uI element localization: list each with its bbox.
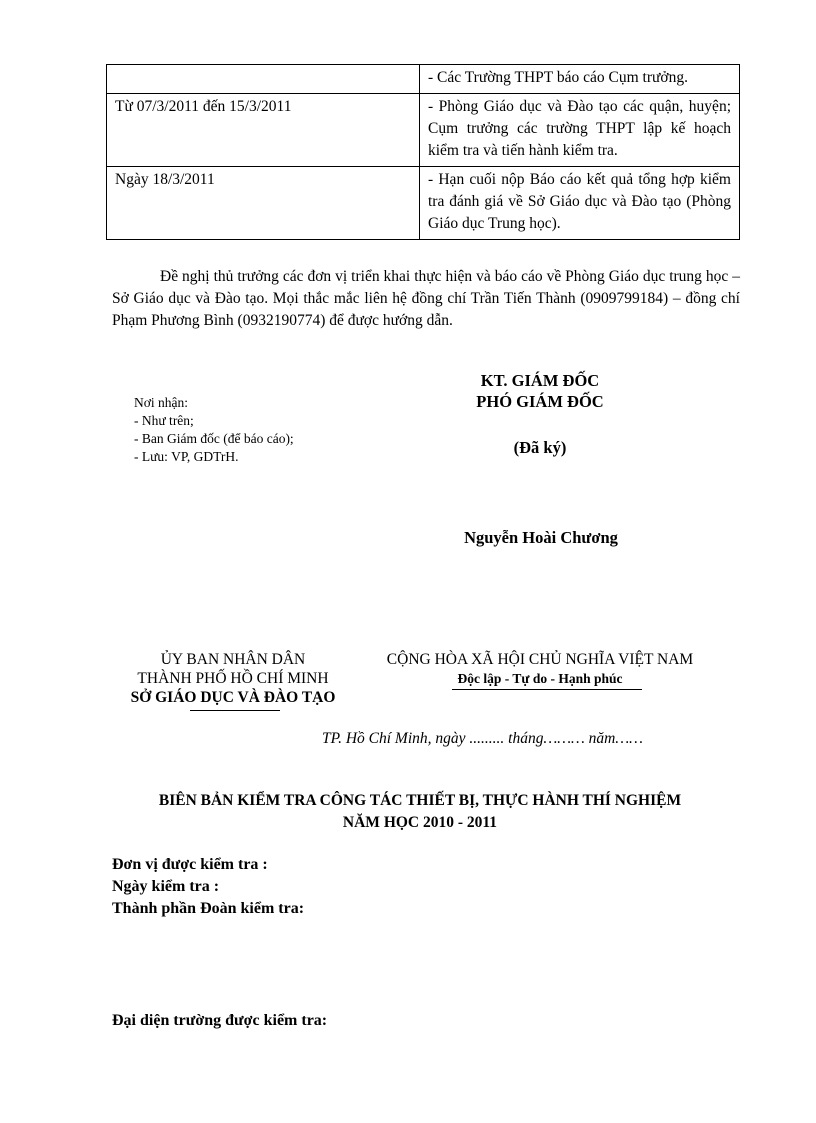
signature-title: KT. GIÁM ĐỐC [480,371,600,390]
agency-header [110,650,356,707]
signer-name: Nguyễn Hoài Chương [464,528,618,547]
motto-underline [452,689,642,690]
agency-line2: THÀNH PHỐ HỒ CHÍ MINH [137,670,329,687]
schedule-table [106,64,740,240]
agency-underline [190,710,280,711]
recipient-item: - Ban Giám đốc (để báo cáo); [134,431,294,446]
field-representative: Đại diện trường được kiểm tra: [112,1012,328,1029]
national-header [360,650,720,688]
recipients-block [134,394,294,466]
period-cell [107,65,420,94]
signature-block [420,370,660,412]
field-unit: Đơn vị được kiểm tra : [112,856,268,873]
task-cell: - Phòng Giáo dục và Đào tạo các quận, huyện; Cụm trưởng các trường THPT lập kế hoạch kiểm tra và tiến hành kiểm tra. [420,94,740,167]
table-row [107,167,740,240]
task-cell: - Hạn cuối nộp Báo cáo kết quả tổng hợp kiểm tra đánh giá về Sở Giáo dục và Đào tạo (Phòng Giáo dục Trung học). [420,167,740,240]
date-line: TP. Hồ Chí Minh, ngày ......... tháng……… năm…… [322,730,643,747]
period-cell: Ngày 18/3/2011 [107,167,420,240]
field-date: Ngày kiểm tra : [112,878,220,895]
signature-subtitle: PHÓ GIÁM ĐỐC [476,392,604,411]
agency-line3: SỞ GIÁO DỤC VÀ ĐÀO TẠO [130,689,336,706]
request-text: Đề nghị thủ trưởng các đơn vị triển khai thực hiện và báo cáo về Phòng Giáo dục trung học – Sở Giáo dục và Đào tạo. Mọi thắc mắc liên hệ đồng chí Trần Tiến Thành (0909799184) – đồng chí Phạm Phương Bình (0932190774) để được hướng dẫn. [112,268,740,329]
task-cell: - Các Trường THPT báo cáo Cụm trưởng. [420,65,740,94]
table-row [107,65,740,94]
request-paragraph [112,266,740,332]
period-cell: Từ 07/3/2011 đến 15/3/2011 [107,94,420,167]
field-team: Thành phần Đoàn kiểm tra: [112,900,305,917]
recipients-heading: Nơi nhận: [134,395,189,410]
agency-line1: ỦY BAN NHÂN DÂN [160,651,306,668]
recipient-item: - Như trên; [134,413,194,428]
recipient-item: - Lưu: VP, GDTrH. [134,449,239,464]
title-line2: NĂM HỌC 2010 - 2011 [342,814,498,831]
document-title [100,790,740,834]
national-motto: Độc lập - Tự do - Hạnh phúc [457,671,623,686]
title-line1: BIÊN BẢN KIỂM TRA CÔNG TÁC THIẾT BỊ, THỰC HÀNH THÍ NGHIỆM [158,792,682,809]
signed-note: (Đã ký) [513,438,567,457]
table-row [107,94,740,167]
national-title: CỘNG HÒA XÃ HỘI CHỦ NGHĨA VIỆT NAM [386,651,694,668]
